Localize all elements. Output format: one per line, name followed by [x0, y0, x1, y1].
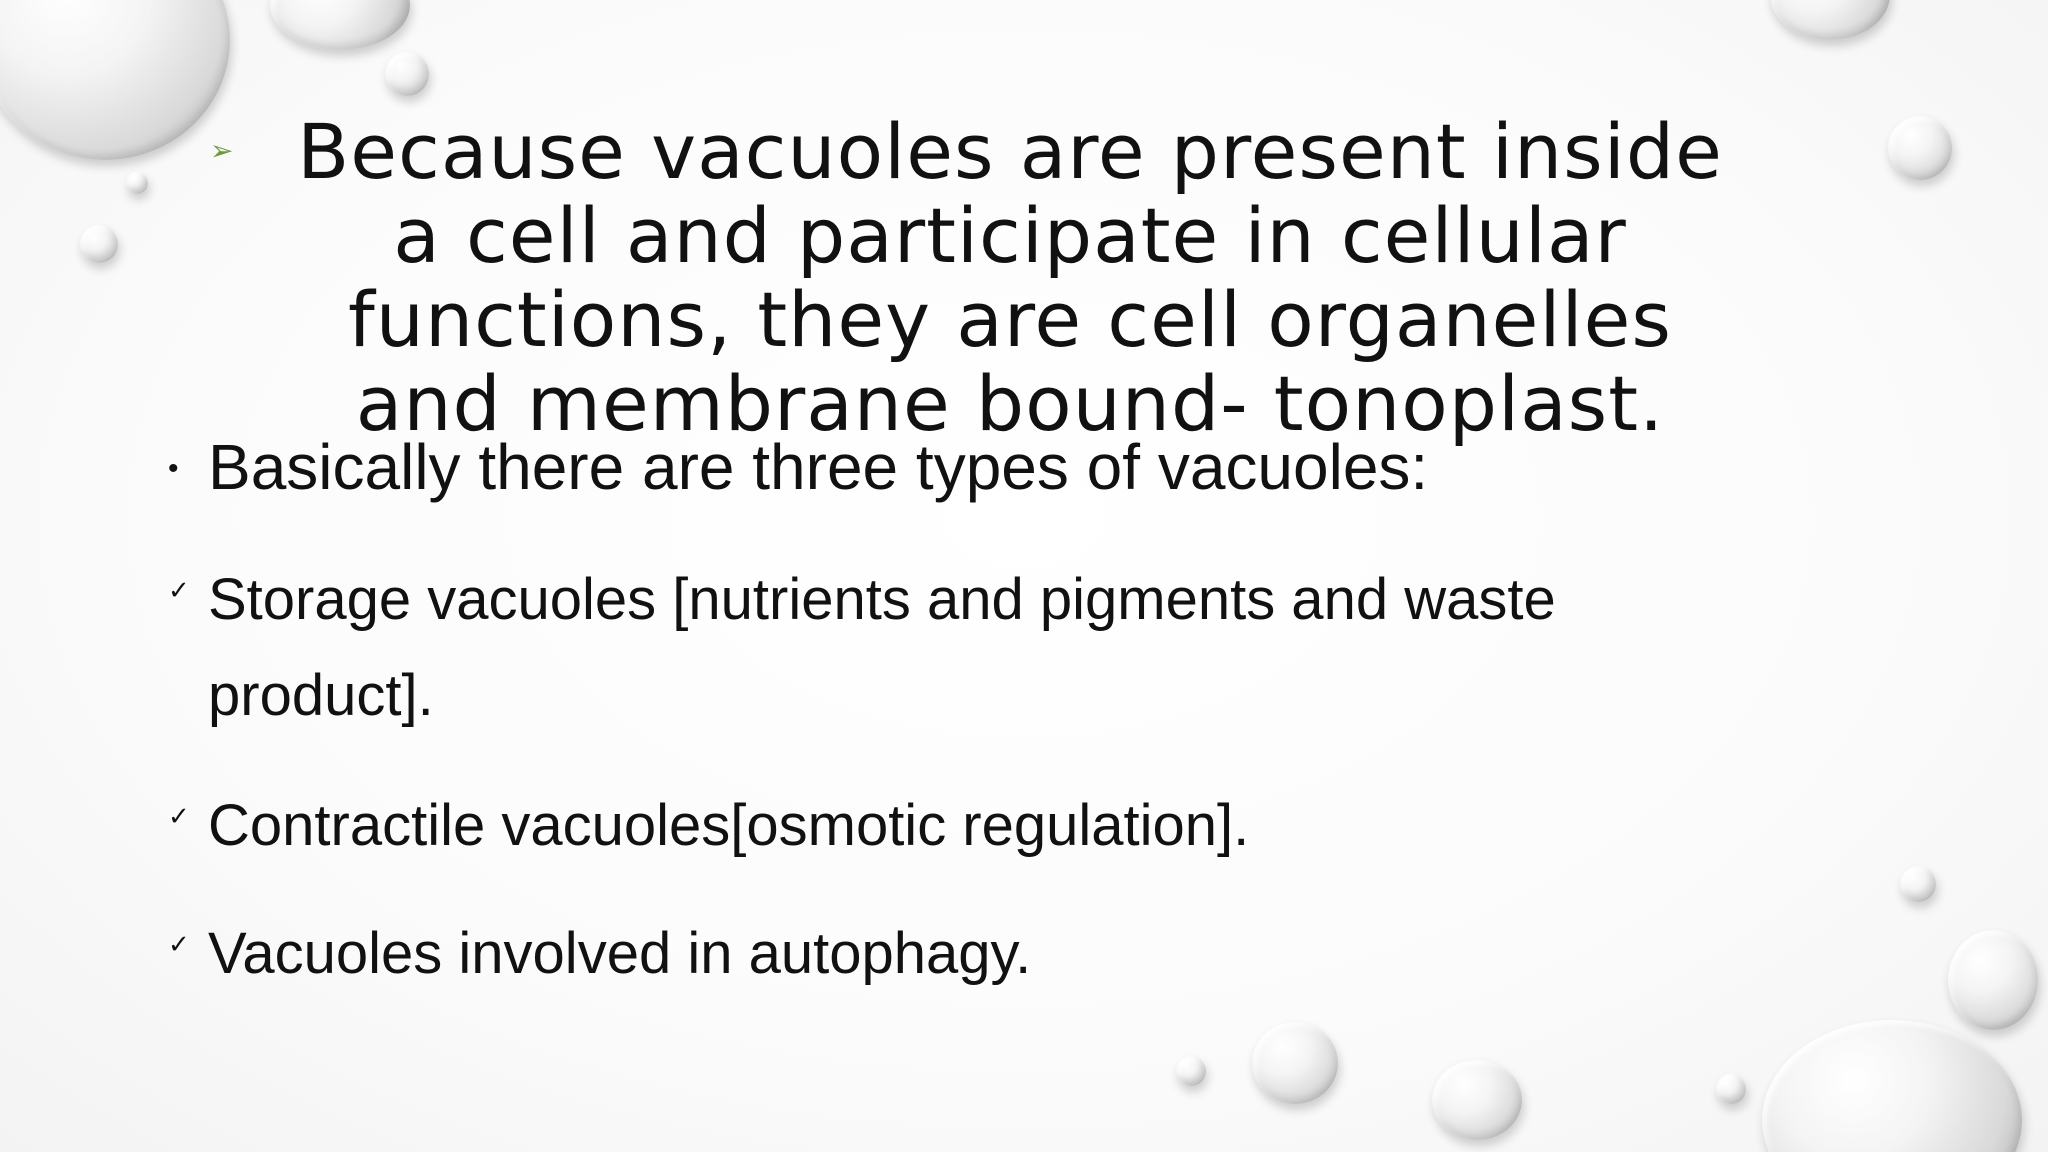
water-drop-decoration [1252, 1022, 1338, 1104]
list-item-text: Storage vacuoles [nutrients and pigments and waste [208, 567, 1556, 632]
water-drop-decoration [80, 225, 118, 263]
checkmark-icon: ✓ [168, 802, 190, 832]
water-drop-decoration [1762, 1020, 2022, 1152]
water-drop-decoration [1716, 1074, 1746, 1104]
dot-bullet-icon: • [168, 452, 179, 485]
list-item-text: Vacuoles involved in autophagy. [208, 921, 1032, 986]
water-drop-decoration [1888, 116, 1952, 180]
water-drop-decoration [385, 52, 429, 96]
water-drop-decoration [126, 172, 148, 194]
slide-title [210, 107, 1750, 448]
water-drop-decoration [0, 0, 230, 160]
title-text: Because vacuoles are present inside a cell and participate in cellular functions, they are cell organelles and membrane bound- tonoplast. [297, 107, 1723, 448]
intro-text: Basically there are three types of vacuoles: [208, 431, 1429, 503]
checkmark-icon: ✓ [168, 930, 190, 960]
checkmark-icon: ✓ [168, 576, 190, 606]
water-drop-decoration [1432, 1060, 1522, 1140]
list-item-text: product]. [208, 663, 434, 728]
arrow-bullet-icon: ➢ [210, 134, 234, 167]
water-drop-decoration [270, 0, 410, 50]
list-item-text: Contractile vacuoles[osmotic regulation]. [208, 793, 1250, 858]
water-drop-decoration [1176, 1056, 1206, 1086]
water-drop-decoration [1770, 0, 1890, 40]
water-drop-decoration [1948, 930, 2038, 1030]
water-drop-decoration [1900, 866, 1936, 902]
